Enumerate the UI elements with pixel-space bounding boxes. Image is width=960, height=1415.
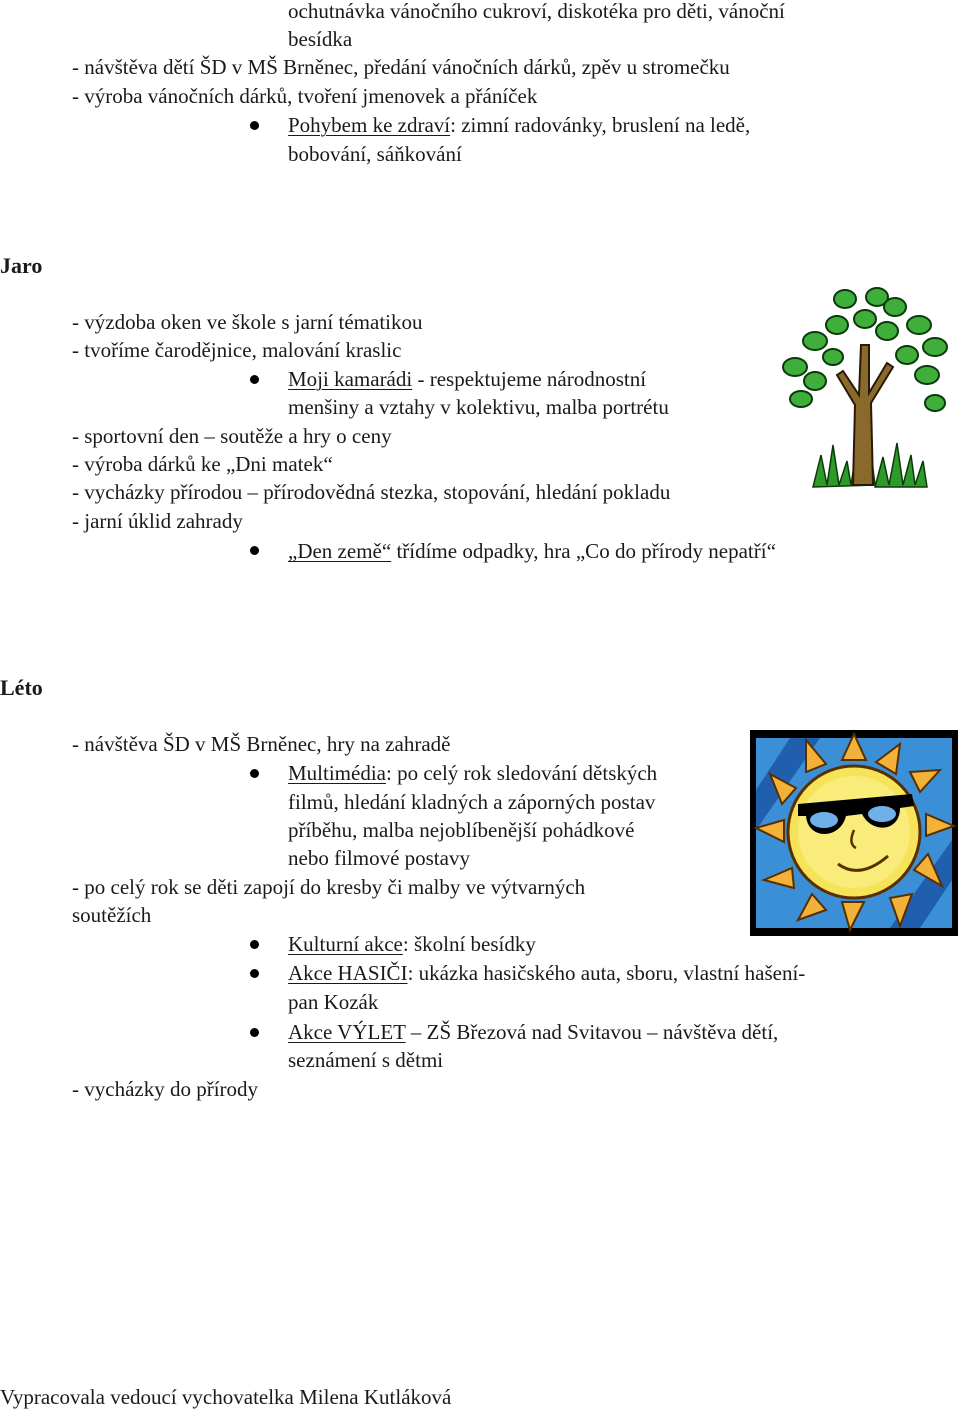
health-text2: bobování, sáňkování — [288, 142, 462, 166]
summer-bullet-firemen — [288, 959, 805, 987]
media-text4: nebo filmové postavy — [288, 846, 470, 870]
health-text1: : zimní radovánky, bruslení na ledě, — [450, 113, 751, 137]
bullet-icon — [250, 969, 259, 978]
bullet-icon — [250, 1028, 259, 1037]
friends-title: Moji kamarádi — [288, 367, 413, 391]
winter-item-gifts: - výroba vánočních dárků, tvoření jmenovek a přáníček — [72, 84, 538, 108]
firemen-text2: pan Kozák — [288, 990, 379, 1014]
bullet-icon — [250, 375, 259, 384]
media-text2: filmů, hledání kladných a záporných postav — [288, 790, 656, 814]
summer-item-drawing2: soutěžích — [72, 903, 152, 927]
spring-item-windows: - výzdoba oken ve škole s jarní tématikou — [72, 310, 423, 334]
culture-text1: : školní besídky — [402, 932, 536, 956]
bullet-icon — [250, 546, 259, 555]
summer-heading: Léto — [0, 675, 43, 700]
trip-text1: – ZŠ Březová nad Svitavou – návštěva dětí, — [405, 1020, 779, 1044]
summer-bullet-culture — [288, 930, 536, 958]
health-title: Pohybem ke zdraví — [288, 113, 451, 137]
sun-with-sunglasses-icon — [750, 730, 958, 936]
bullet-icon — [250, 940, 259, 949]
bullet-icon — [250, 121, 259, 130]
summer-item-visit: - návštěva ŠD v MŠ Brněnec, hry na zahradě — [72, 732, 451, 756]
tree-clipart-icon — [775, 285, 955, 490]
media-text1: : po celý rok sledování dětských — [386, 761, 658, 785]
summer-item-drawing1: - po celý rok se děti zapojí do kresby či malby ve výtvarných — [72, 875, 586, 899]
winter-bullet-health — [288, 111, 750, 139]
winter-item-visit: - návštěva dětí ŠD v MŠ Brněnec, předání vánočních dárků, zpěv u stromečku — [72, 55, 730, 79]
summer-bullet-media — [288, 759, 657, 787]
earth-title: „Den země“ — [288, 539, 392, 563]
footer-author: Vypracovala vedoucí vychovatelka Milena Kutláková — [0, 1385, 452, 1409]
trip-title: Akce VÝLET — [288, 1020, 406, 1044]
summer-bullet-trip — [288, 1018, 778, 1046]
culture-title: Kulturní akce — [288, 932, 403, 956]
trip-text2: seznámení s dětmi — [288, 1048, 444, 1072]
spring-item-walks: - vycházky přírodou – přírodovědná stezka, stopování, hledání pokladu — [72, 480, 671, 504]
bullet-icon — [250, 769, 259, 778]
spring-heading: Jaro — [0, 253, 43, 278]
spring-item-sport: - sportovní den – soutěže a hry o ceny — [72, 424, 392, 448]
winter-cont-line1: ochutnávka vánočního cukroví, diskotéka pro děti, vánoční — [288, 0, 785, 23]
earth-text1: třídíme odpadky, hra „Co do přírody nepatří“ — [391, 539, 776, 563]
firemen-title: Akce HASIČI — [288, 961, 408, 985]
summer-item-nature: - vycházky do přírody — [72, 1077, 259, 1101]
spring-item-cleanup: - jarní úklid zahrady — [72, 509, 243, 533]
media-text3: příběhu, malba nejoblíbenější pohádkové — [288, 818, 635, 842]
friends-text1: - respektujeme národnostní — [412, 367, 647, 391]
spring-item-mothers: - výroba dárků ke „Dni matek“ — [72, 452, 333, 476]
spring-bullet-friends — [288, 365, 646, 393]
media-title: Multimédia — [288, 761, 386, 785]
spring-bullet-earth — [288, 537, 776, 565]
spring-item-witches: - tvoříme čarodějnice, malování kraslic — [72, 338, 402, 362]
friends-text2: menšiny a vztahy v kolektivu, malba portrétu — [288, 395, 669, 419]
firemen-text1: : ukázka hasičského auta, sboru, vlastní hašení- — [407, 961, 806, 985]
winter-cont-line2: besídka — [288, 27, 353, 51]
